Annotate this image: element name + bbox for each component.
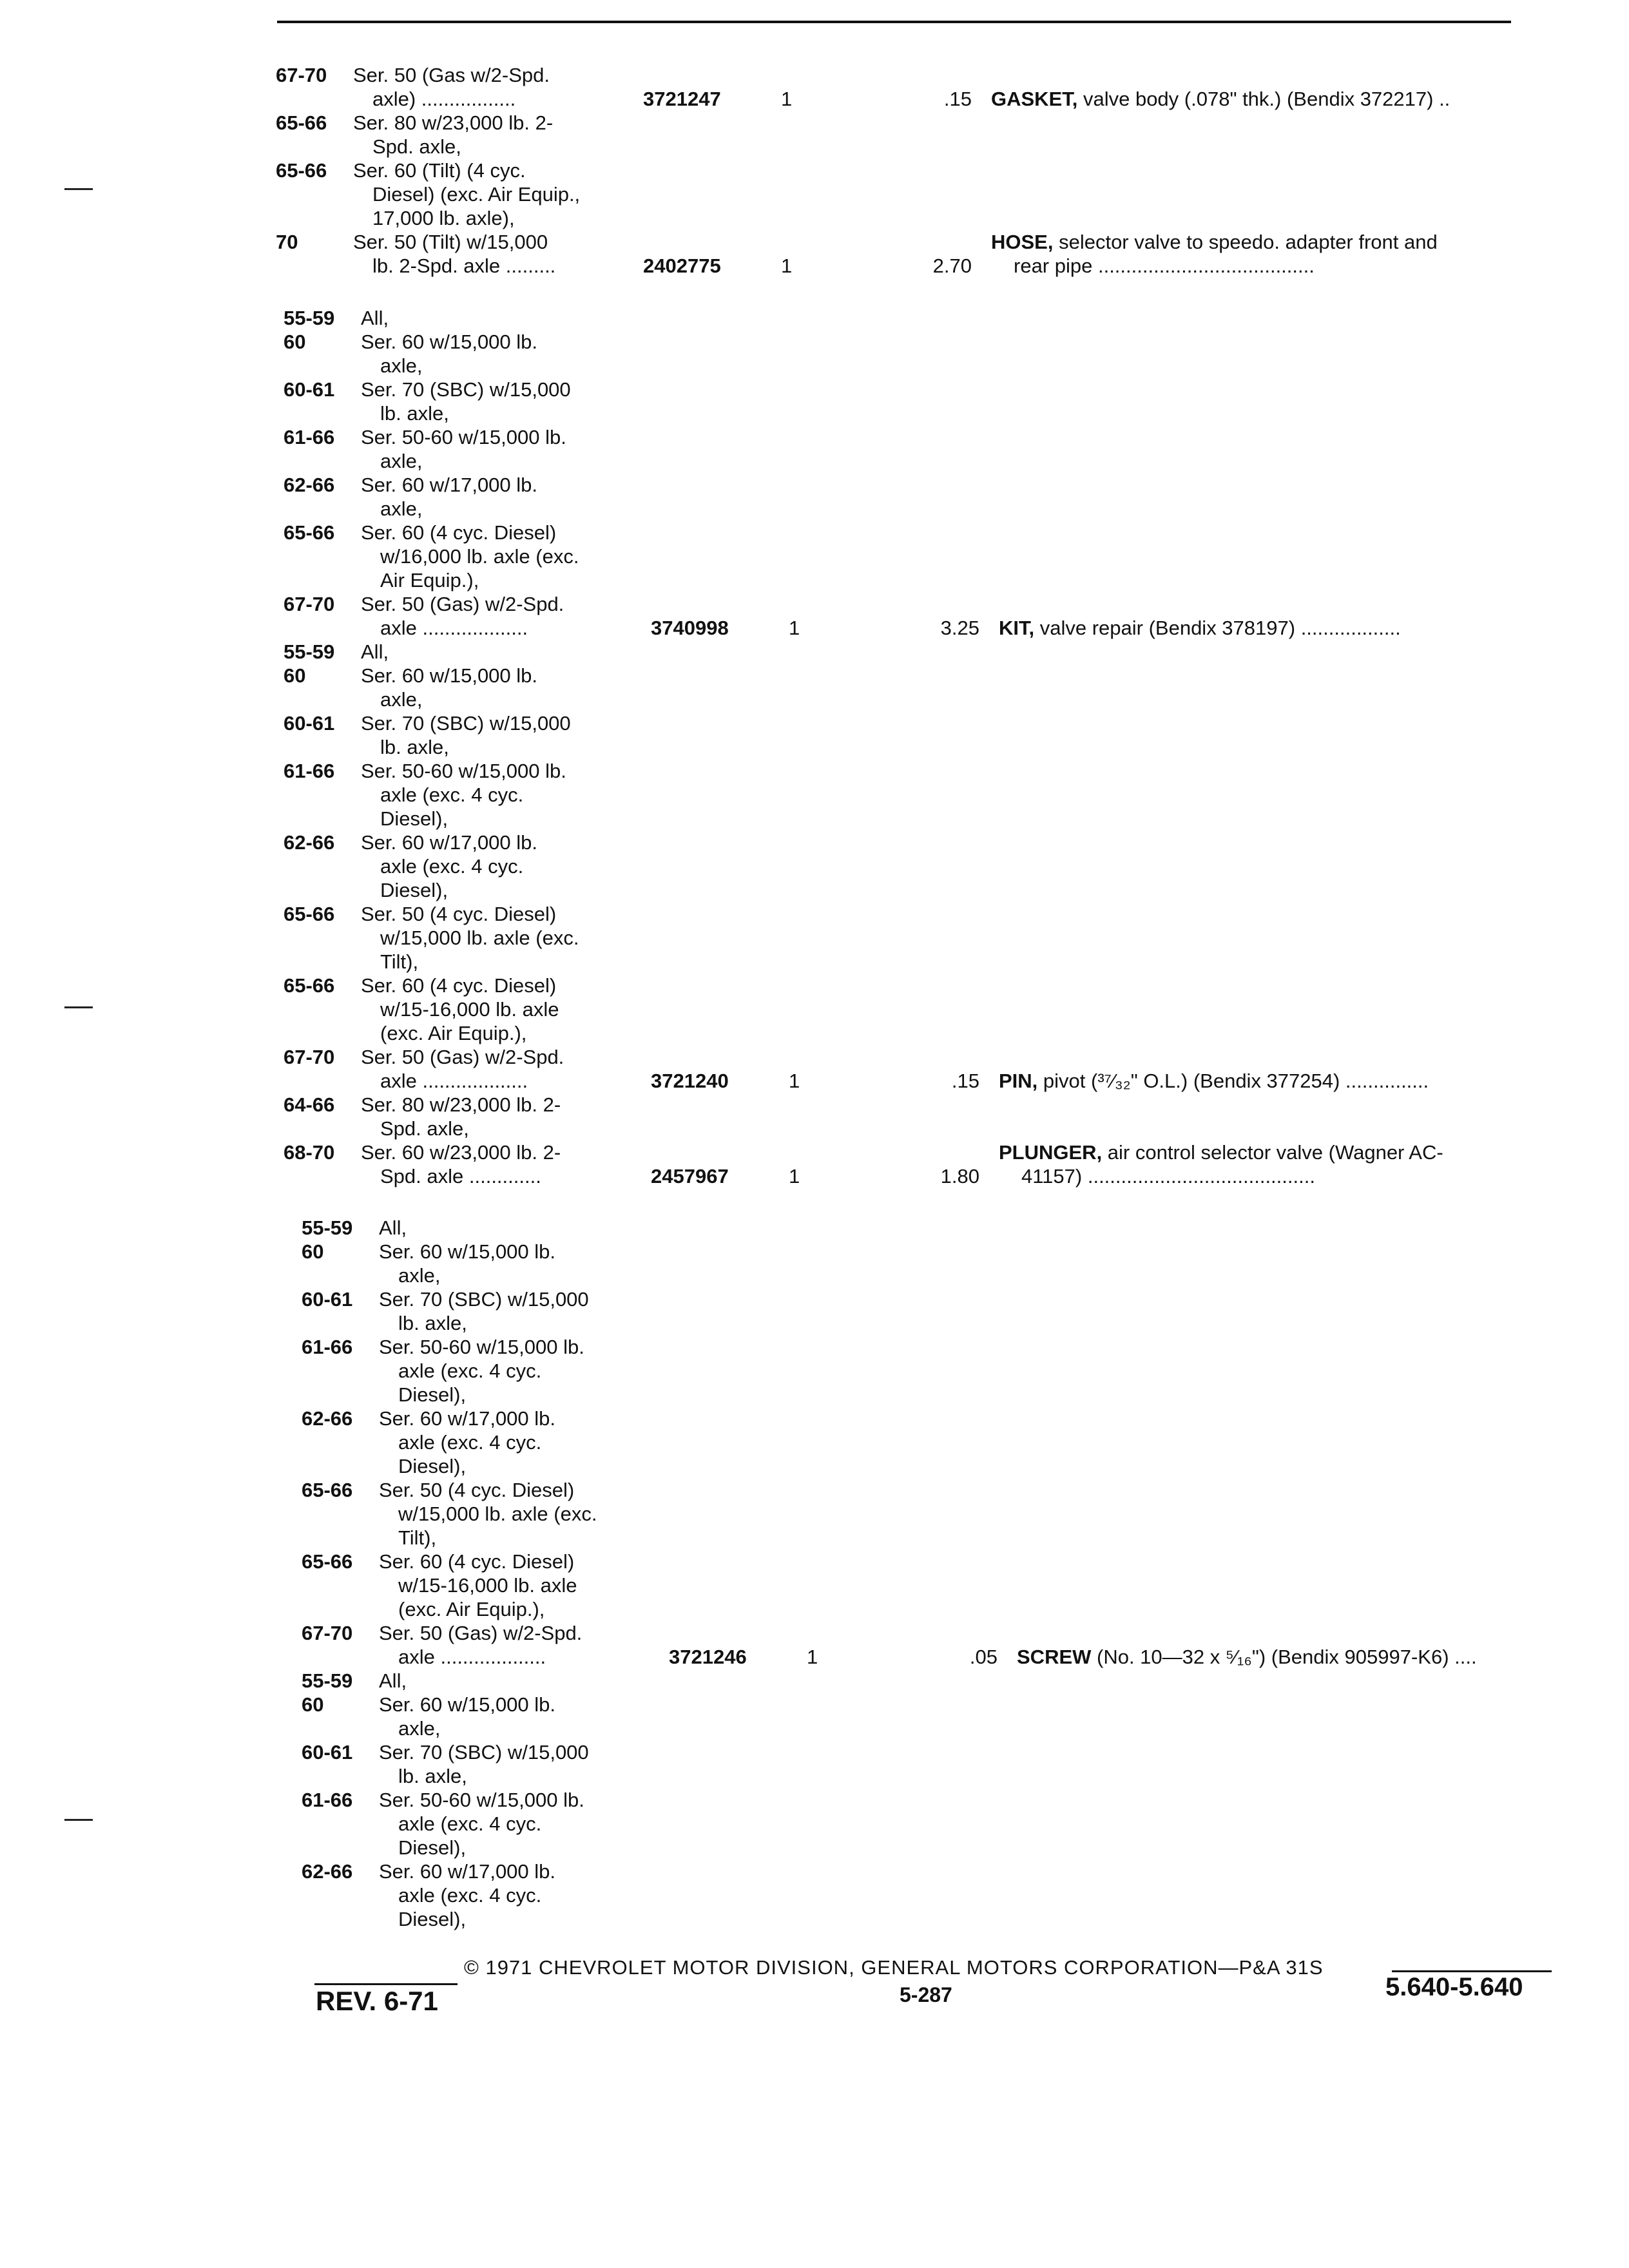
application-text: Tilt), [380, 950, 419, 973]
model-years: 55-59 [302, 1216, 353, 1239]
model-years: 60 [302, 1693, 324, 1716]
quantity: 1 [781, 255, 793, 277]
footer-rule-left [314, 1983, 458, 1985]
application-text: axle ................... [380, 617, 528, 639]
copyright-line: © 1971 CHEVROLET MOTOR DIVISION, GENERAL MOTORS CORPORATION—P&A 31S [464, 1956, 1324, 1979]
part-name: GASKET, [991, 88, 1078, 110]
application-text: Ser. 60 w/17,000 lb. [379, 1407, 556, 1430]
part-number: 3721246 [669, 1646, 747, 1668]
part-number: 2457967 [651, 1165, 729, 1187]
application-text: axle (exc. 4 cyc. [398, 1431, 542, 1454]
application-text: Spd. axle, [380, 1117, 469, 1140]
price: .15 [951, 1070, 979, 1092]
application-text: Ser. 50-60 w/15,000 lb. [361, 426, 566, 448]
application-text: axle, [398, 1717, 441, 1740]
model-years: 60-61 [284, 712, 335, 735]
application-text: Ser. 80 w/23,000 lb. 2- [353, 111, 554, 134]
application-text: Ser. 50 (4 cyc. Diesel) [361, 903, 557, 925]
application-text: axle (exc. 4 cyc. [398, 1812, 542, 1835]
application-text: Ser. 60 (4 cyc. Diesel) [361, 974, 557, 997]
part-name: PLUNGER, [999, 1141, 1103, 1164]
application-text: All, [379, 1669, 407, 1692]
application-text: Ser. 70 (SBC) w/15,000 [379, 1741, 589, 1763]
model-years: 65-66 [284, 903, 335, 925]
application-text: w/15-16,000 lb. axle [398, 1574, 577, 1597]
section-number: 5.640-5.640 [1385, 1973, 1523, 2001]
price: 3.25 [940, 617, 979, 639]
part-description-text: valve repair (Bendix 378197) .................. [1034, 617, 1401, 639]
application-text: Ser. 50-60 w/15,000 lb. [379, 1336, 584, 1358]
application-text: Ser. 50-60 w/15,000 lb. [379, 1789, 584, 1811]
application-text: 17,000 lb. axle), [372, 207, 515, 229]
application-text: Ser. 70 (SBC) w/15,000 [379, 1288, 589, 1311]
application-text: axle (exc. 4 cyc. [398, 1360, 542, 1382]
application-text: Ser. 60 (4 cyc. Diesel) [361, 521, 557, 544]
application-text: Ser. 60 w/17,000 lb. [361, 831, 538, 854]
page-number: 5-287 [900, 1983, 952, 2006]
application-text: Ser. 60 w/15,000 lb. [379, 1693, 556, 1716]
price: .15 [943, 88, 972, 110]
model-years: 60 [284, 331, 306, 353]
application-text: (exc. Air Equip.), [380, 1022, 527, 1044]
application-text: w/15,000 lb. axle (exc. [398, 1503, 597, 1525]
model-years: 62-66 [284, 474, 335, 496]
part-description [1021, 1164, 1315, 1188]
model-years: 62-66 [302, 1860, 353, 1883]
part-description-text: 41157) ......................................... [1021, 1165, 1315, 1187]
part-description-text: selector valve to speedo. adapter front and [1053, 231, 1438, 253]
application-text: w/15-16,000 lb. axle [380, 998, 559, 1021]
model-years: 55-59 [302, 1669, 353, 1692]
model-years: 60 [302, 1240, 324, 1263]
application-text: w/15,000 lb. axle (exc. [380, 927, 579, 949]
model-years: 55-59 [284, 640, 335, 663]
part-number: 3740998 [651, 617, 729, 639]
part-description [991, 230, 1438, 254]
top-rule [277, 21, 1511, 23]
model-years: 61-66 [284, 760, 335, 782]
part-description [999, 1140, 1443, 1164]
application-text: Diesel), [398, 1908, 467, 1930]
application-text: axle, [380, 450, 423, 472]
application-text: axle, [380, 688, 423, 711]
part-name: KIT, [999, 617, 1035, 639]
application-text: All, [379, 1216, 407, 1239]
part-number: 3721240 [651, 1070, 729, 1092]
application-text: Ser. 60 w/15,000 lb. [379, 1240, 556, 1263]
application-text: Ser. 70 (SBC) w/15,000 [361, 712, 571, 735]
revision-label: REV. 6-71 [316, 1986, 438, 2016]
application-text: axle ................... [398, 1646, 546, 1668]
application-text: axle ................... [380, 1070, 528, 1092]
application-text: Spd. axle ............. [380, 1165, 541, 1187]
model-years: 67-70 [276, 64, 327, 86]
model-years: 65-66 [276, 111, 327, 134]
model-years: 67-70 [302, 1622, 353, 1644]
application-text: All, [361, 307, 389, 329]
margin-tick [64, 188, 93, 190]
application-text: Ser. 50 (Gas w/2-Spd. [353, 64, 550, 86]
application-text: Ser. 50 (Gas) w/2-Spd. [361, 593, 564, 615]
application-text: (exc. Air Equip.), [398, 1598, 545, 1620]
application-text: axle, [380, 354, 423, 377]
application-text: Diesel), [380, 879, 448, 901]
application-text: Tilt), [398, 1526, 437, 1549]
application-text: Ser. 60 w/17,000 lb. [379, 1860, 556, 1883]
part-description [991, 87, 1450, 111]
model-years: 62-66 [284, 831, 335, 854]
part-description-text: valve body (.078" thk.) (Bendix 372217) .. [1077, 88, 1451, 110]
part-description-text: air control selector valve (Wagner AC- [1102, 1141, 1443, 1164]
application-text: lb. axle, [398, 1312, 467, 1334]
model-years: 60-61 [302, 1741, 353, 1763]
application-text: axle, [398, 1264, 441, 1287]
application-text: Ser. 50 (4 cyc. Diesel) [379, 1479, 575, 1501]
part-description [1014, 254, 1315, 278]
application-text: Ser. 60 w/17,000 lb. [361, 474, 538, 496]
part-name: SCREW [1017, 1646, 1092, 1668]
model-years: 61-66 [302, 1336, 353, 1358]
model-years: 61-66 [302, 1789, 353, 1811]
quantity: 1 [789, 1070, 800, 1092]
application-text: Diesel), [398, 1455, 467, 1477]
model-years: 64-66 [284, 1093, 335, 1116]
model-years: 55-59 [284, 307, 335, 329]
application-text: Ser. 60 (4 cyc. Diesel) [379, 1550, 575, 1573]
model-years: 60-61 [284, 378, 335, 401]
part-description-text: pivot (³⁷⁄₃₂" O.L.) (Bendix 377254) ............... [1037, 1070, 1429, 1092]
application-text: Spd. axle, [372, 135, 461, 158]
application-text: lb. axle, [380, 402, 449, 425]
application-text: Diesel), [398, 1836, 467, 1859]
model-years: 70 [276, 231, 298, 253]
part-name: HOSE, [991, 231, 1054, 253]
model-years: 68-70 [284, 1141, 335, 1164]
quantity: 1 [807, 1646, 818, 1668]
part-description [999, 616, 1401, 640]
model-years: 62-66 [302, 1407, 353, 1430]
application-text: Diesel) (exc. Air Equip., [372, 183, 581, 206]
model-years: 60 [284, 664, 306, 687]
application-text: Ser. 60 w/15,000 lb. [361, 331, 538, 353]
margin-tick [64, 1006, 93, 1008]
application-text: lb. axle, [380, 736, 449, 758]
model-years: 65-66 [302, 1479, 353, 1501]
application-text: axle) ................. [372, 88, 516, 110]
quantity: 1 [789, 617, 800, 639]
model-years: 67-70 [284, 593, 335, 615]
application-text: axle, [380, 497, 423, 520]
part-number: 2402775 [643, 255, 721, 277]
price: 2.70 [932, 255, 972, 277]
model-years: 65-66 [276, 159, 327, 182]
quantity: 1 [789, 1165, 800, 1187]
margin-tick [64, 1819, 93, 1821]
application-text: lb. axle, [398, 1765, 467, 1787]
price: 1.80 [940, 1165, 979, 1187]
application-text: axle (exc. 4 cyc. [380, 855, 524, 878]
application-text: axle (exc. 4 cyc. [380, 783, 524, 806]
model-years: 65-66 [302, 1550, 353, 1573]
model-years: 60-61 [302, 1288, 353, 1311]
part-description [1017, 1645, 1477, 1669]
model-years: 65-66 [284, 974, 335, 997]
application-text: Diesel), [380, 807, 448, 830]
application-text: Air Equip.), [380, 569, 479, 591]
application-text: Ser. 50 (Gas) w/2-Spd. [361, 1046, 564, 1068]
part-description-text: (No. 10—32 x ⁵⁄₁₆") (Bendix 905997-K6) .... [1091, 1646, 1477, 1668]
footer-rule-right [1392, 1970, 1552, 1972]
application-text: axle (exc. 4 cyc. [398, 1884, 542, 1907]
part-name: PIN, [999, 1070, 1038, 1092]
application-text: Ser. 80 w/23,000 lb. 2- [361, 1093, 561, 1116]
application-text: Ser. 50 (Tilt) w/15,000 [353, 231, 548, 253]
application-text: Ser. 60 w/23,000 lb. 2- [361, 1141, 561, 1164]
model-years: 67-70 [284, 1046, 335, 1068]
application-text: Diesel), [398, 1383, 467, 1406]
application-text: Ser. 60 w/15,000 lb. [361, 664, 538, 687]
model-years: 65-66 [284, 521, 335, 544]
application-text: Ser. 70 (SBC) w/15,000 [361, 378, 571, 401]
part-description-text: rear pipe ....................................... [1014, 255, 1315, 277]
application-text: lb. 2-Spd. axle ......... [372, 255, 556, 277]
application-text: Ser. 60 (Tilt) (4 cyc. [353, 159, 526, 182]
quantity: 1 [781, 88, 793, 110]
model-years: 61-66 [284, 426, 335, 448]
part-description [999, 1069, 1429, 1093]
application-text: w/16,000 lb. axle (exc. [380, 545, 579, 568]
application-text: Ser. 50-60 w/15,000 lb. [361, 760, 566, 782]
application-text: All, [361, 640, 389, 663]
application-text: Ser. 50 (Gas) w/2-Spd. [379, 1622, 583, 1644]
price: .05 [969, 1646, 998, 1668]
part-number: 3721247 [643, 88, 721, 110]
